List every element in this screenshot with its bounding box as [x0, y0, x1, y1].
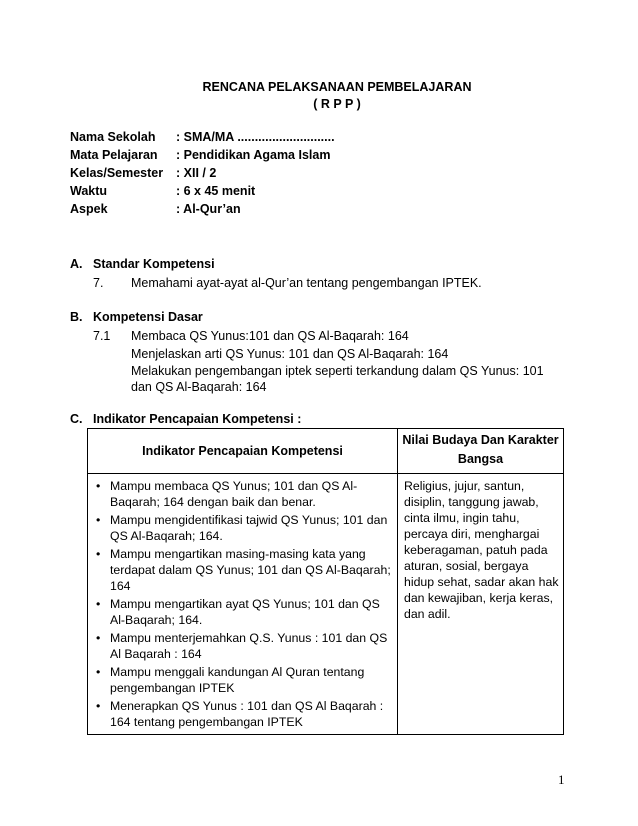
- info-label: Kelas/Semester: [70, 166, 164, 180]
- indicator-text: Mampu menggali kandungan Al Quran tentang pengembangan IPTEK: [110, 665, 365, 695]
- list-item: [92, 478, 393, 510]
- section-title: Kompetensi Dasar: [93, 310, 203, 324]
- bullet-icon: •: [96, 699, 101, 713]
- bullet-icon: •: [96, 631, 101, 645]
- page-number: 1: [558, 772, 565, 787]
- table-header-row: [88, 429, 564, 474]
- info-value: : Pendidikan Agama Islam: [176, 148, 331, 162]
- bullet-icon: •: [96, 547, 101, 561]
- info-value: : Al-Qur’an: [176, 202, 241, 216]
- list-item: [92, 546, 393, 594]
- info-row-subject: [70, 146, 335, 164]
- section-a-heading: [70, 257, 215, 271]
- document-title: RENCANA PELAKSANAAN PEMBELAJARAN: [202, 80, 472, 94]
- info-label: Waktu: [70, 184, 108, 198]
- list-item: [92, 698, 393, 730]
- indicator-cell: [88, 474, 398, 735]
- table-row: [88, 474, 564, 735]
- section-letter: B.: [70, 310, 83, 324]
- section-title: Indikator Pencapaian Kompetensi :: [93, 412, 302, 426]
- section-title: Standar Kompetensi: [93, 257, 215, 271]
- info-row-school: [70, 128, 335, 146]
- indicator-list: [92, 478, 393, 730]
- item-number: 7.1: [93, 329, 111, 343]
- section-b-heading: [70, 310, 203, 324]
- indicator-table: [87, 428, 564, 735]
- basic-competency-line: Menjelaskan arti QS Yunus: 101 dan QS Al-Baqarah: 164: [131, 347, 449, 361]
- list-item: [92, 664, 393, 696]
- info-label: Aspek: [70, 202, 108, 216]
- info-label: Mata Pelajaran: [70, 148, 158, 162]
- bullet-icon: •: [96, 597, 101, 611]
- bullet-icon: •: [96, 513, 101, 527]
- item-text: Memahami ayat-ayat al-Qur’an tentang pengembangan IPTEK.: [131, 276, 482, 290]
- info-value: : XII / 2: [176, 166, 217, 180]
- section-letter: A.: [70, 257, 83, 271]
- values-cell: Religius, jujur, santun, disiplin, tanggung jawab, cinta ilmu, ingin tahu, percaya diri, menghargai keberagaman, patuh pada aturan, sosial, bergaya hidup sehat, sadar akan hak dan kewajiban, kerja keras, dan adil.: [398, 474, 564, 735]
- bullet-icon: •: [96, 479, 101, 493]
- item-number: 7.: [93, 276, 104, 290]
- section-letter: C.: [70, 412, 83, 426]
- document-subtitle: ( R P P ): [313, 97, 361, 111]
- basic-competency-line: Membaca QS Yunus:101 dan QS Al-Baqarah: 164: [131, 329, 409, 343]
- basic-competency-line: Melakukan pengembangan iptek seperti terkandung dalam QS Yunus: 101 dan QS Al-Baqarah: 164: [131, 364, 544, 394]
- indicator-text: Mampu menterjemahkan Q.S. Yunus : 101 dan QS Al Baqarah : 164: [110, 631, 388, 661]
- identity-block: [70, 128, 335, 218]
- table-header-indicators: Indikator Pencapaian Kompetensi: [88, 429, 398, 474]
- info-row-time: [70, 182, 335, 200]
- info-value: : SMA/MA ............................: [176, 130, 335, 144]
- indicator-text: Menerapkan QS Yunus : 101 dan QS Al Baqarah : 164 tentang pengembangan IPTEK: [110, 699, 384, 729]
- indicator-text: Mampu mengartikan ayat QS Yunus; 101 dan QS Al-Baqarah; 164.: [110, 597, 380, 627]
- list-item: [92, 630, 393, 662]
- indicator-text: Mampu membaca QS Yunus; 101 dan QS Al-Baqarah; 164 dengan baik dan benar.: [110, 479, 358, 509]
- info-row-class: [70, 164, 335, 182]
- info-row-aspect: [70, 200, 335, 218]
- info-value: : 6 x 45 menit: [176, 184, 256, 198]
- list-item: [92, 596, 393, 628]
- section-c-heading: [70, 412, 301, 426]
- indicator-text: Mampu mengartikan masing-masing kata yang terdapat dalam QS Yunus; 101 dan QS Al-Baqarah; 164: [110, 547, 391, 593]
- info-label: Nama Sekolah: [70, 130, 156, 144]
- indicator-text: Mampu mengidentifikasi tajwid QS Yunus; 101 dan QS Al-Baqarah; 164.: [110, 513, 388, 543]
- table-header-values: Nilai Budaya Dan Karakter Bangsa: [398, 429, 564, 474]
- list-item: [92, 512, 393, 544]
- bullet-icon: •: [96, 665, 101, 679]
